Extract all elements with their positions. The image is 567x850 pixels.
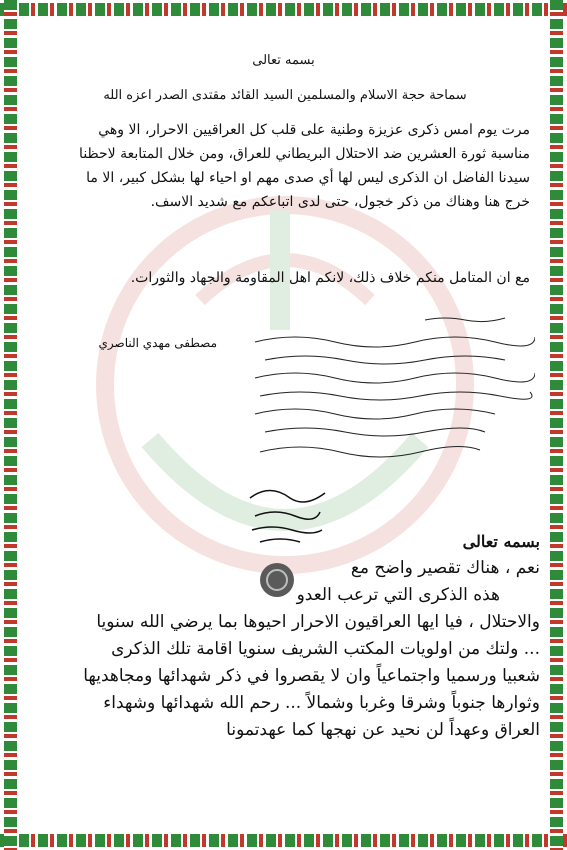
decorative-border-right: [550, 0, 563, 850]
reply-line: هذه الذكرى التي ترعب العدو: [296, 585, 500, 605]
doc-paragraph-1: مرت يوم امس ذكرى عزيزة وطنية على قلب كل العراقيين الاحرار، الا وهي مناسبة ثورة العشرين ضد الاحتلال البريطاني للعراق، ومن خلال المتابعة لاحظنا سيدنا الفاضل ان الذكرى ليس لها أي صدى مهم او احياء لها بشكل كبير، الا ما خرج هنا وهناك من ذكر خجول، حتى لدى اتباعكم مع شديد الاسف.: [79, 122, 530, 210]
decorative-border-top: [0, 3, 567, 16]
doc-addressee: سماحة حجة الاسلام والمسلمين السيد القائد مقتدى الصدر اعزه الله: [103, 88, 467, 103]
decorative-border-left: [4, 0, 17, 850]
printed-reply: [30, 528, 540, 744]
decorative-border-bottom: [0, 834, 567, 847]
reply-line: شعبيا ورسميا واجتماعياً وان لا يقصروا في ذكر شهدائها ومجاهديها: [83, 666, 540, 686]
reply-line: نعم ، هناك تقصير واضح مع: [350, 558, 540, 578]
handwritten-reply: [245, 312, 535, 472]
signer-name: مصطفى مهدي الناصري: [98, 336, 217, 350]
doc-heading: بسمه تعالى: [252, 53, 315, 68]
reply-line: العراق وعهداً لن نحيد عن نهجها كما عهدتمونا: [226, 720, 540, 740]
reply-line: وثوارها جنوباً وشرقا وغربا وشمالاً ... رحم الله شهدائها وشهداء: [103, 693, 540, 713]
doc-paragraph-2: مع ان المتامل منكم خلاف ذلك، لانكم اهل المقاومة والجهاد والثورات.: [130, 270, 530, 286]
reply-title: بسمه تعالى: [462, 532, 540, 551]
reply-line: والاحتلال ، فيا ايها العراقيون الاحرار احيوها بما يرضي الله سنويا: [96, 612, 540, 632]
reply-line: ... ولتك من اولويات المكتب الشريف سنويا اقامة تلك الذكرى: [111, 639, 540, 659]
